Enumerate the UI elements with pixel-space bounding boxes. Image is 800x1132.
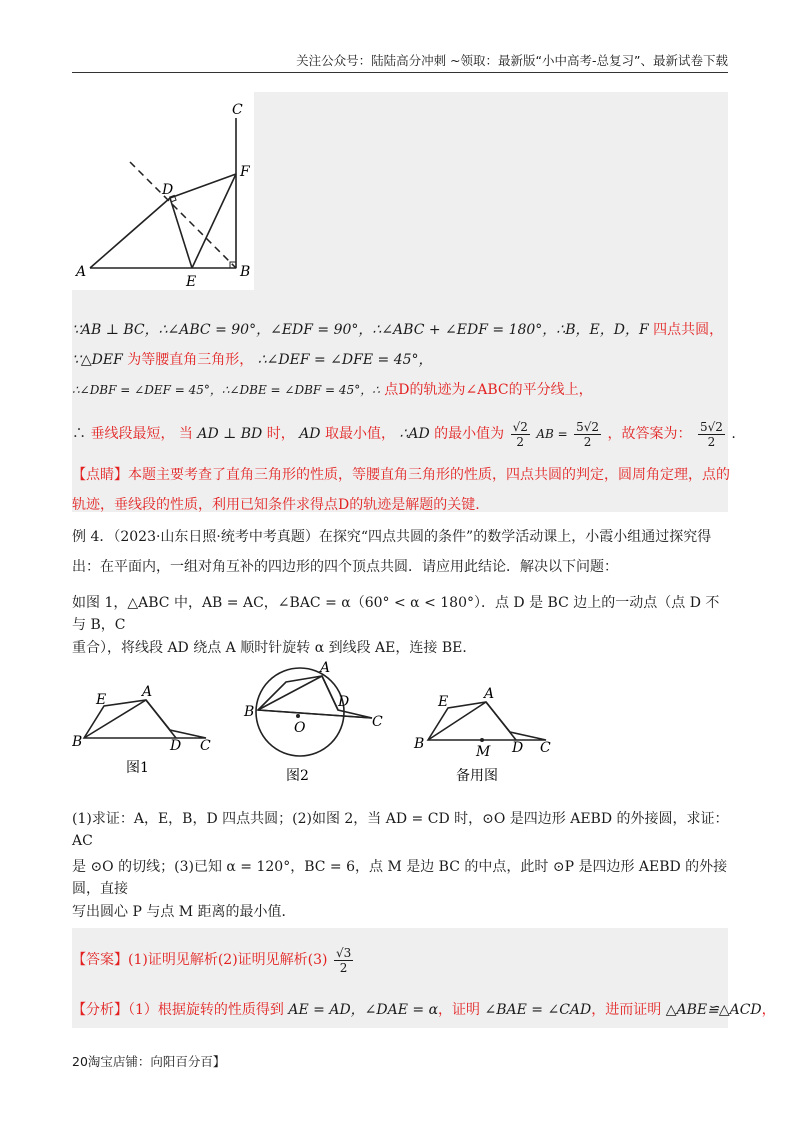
solution-line-4-red4: 取最小值，	[324, 426, 395, 442]
answer-line	[72, 940, 355, 980]
questions-line-3-text: 写出圆心 P 与点 M 距离的最小值．	[72, 904, 296, 920]
footer-text: 20淘宝店铺：向阳百分百】	[72, 1054, 226, 1069]
solution-line-4-ab: AB =	[536, 427, 568, 441]
fig2-label-C: C	[372, 714, 383, 730]
fig1-caption: 图1	[126, 760, 149, 776]
header-text: 关注公众号：陆陆高分冲刺 ~领取：最新版“小中高考-总复习”、最新试卷下载	[296, 53, 728, 68]
solution-line-2-text: ∵△DEF	[72, 352, 123, 368]
label-C: C	[232, 102, 243, 118]
analysis-text-4: ，	[761, 1002, 776, 1018]
fraction-sqrt2-over-2: $\frac{√2}{2}$	[512, 419, 528, 449]
solution-line-2	[72, 350, 433, 370]
example4-intro-text: 例 4．（2023·山东日照·统考中考真题）在探究“四点共圆的条件”的数学活动课上，小霞小组通过探究得出：在平面内，一组对角互补的四边形的四个顶点共圆．请应用此结论．解决以下问题：	[72, 529, 712, 575]
label-D: D	[162, 182, 174, 198]
label-E: E	[186, 274, 197, 290]
solution-line-4-red1: 垂线段最短，	[90, 426, 175, 442]
figure-1	[72, 684, 211, 754]
solution-line-4-prefix: ∴	[72, 426, 86, 442]
page-header	[72, 52, 728, 73]
fig3-label-E: E	[438, 694, 449, 710]
solution-line-4-red6: ，故答案为：	[607, 426, 692, 442]
analysis-tag: 【分析】	[72, 1002, 128, 1018]
solution-line-4-ad2: ∴AD	[399, 426, 430, 442]
comment-tag: 【点睛】	[72, 467, 128, 483]
figure-top	[72, 92, 262, 292]
fig2-label-B: B	[244, 704, 255, 720]
segment-AD	[90, 198, 170, 268]
fig2-label-D: D	[338, 694, 350, 710]
solution-line-3	[72, 380, 593, 400]
analysis-math-1: AE = AD，∠DAE = α	[288, 1002, 439, 1018]
label-F: F	[240, 164, 250, 180]
fig1-label-B: B	[72, 734, 83, 750]
analysis-text-1: （1）根据旋转的性质得到	[128, 1002, 284, 1018]
fig1-label-C: C	[200, 738, 211, 754]
solution-line-1	[72, 320, 723, 340]
fig3-label-M: M	[476, 744, 491, 760]
segment-DE	[170, 198, 192, 268]
analysis-text-2: ，证明	[438, 1002, 481, 1018]
solution-line-4-cond: AD ⊥ BD	[197, 426, 263, 442]
solution-line-4-end: .	[731, 426, 736, 442]
questions-line-1	[72, 808, 732, 852]
analysis-math-2: ∠BAE = ∠CAD	[484, 1002, 592, 1018]
label-B: B	[240, 264, 251, 280]
solution-line-4-red2: 当	[178, 426, 193, 442]
fig2-label-O: O	[294, 720, 306, 736]
example4-line-a	[72, 592, 732, 636]
fraction-answer: $\frac{5√2}{2}$	[699, 419, 723, 449]
fig1-label-D: D	[170, 738, 182, 754]
solution-line-4	[72, 414, 736, 454]
analysis-text-3: ，进而证明	[591, 1002, 662, 1018]
solution-line-3-red: 点D的轨迹为∠ABC的平分线上，	[384, 382, 593, 398]
fig3-label-B: B	[414, 736, 425, 752]
example4-intro	[72, 522, 732, 582]
solution-line-4-red3: 时，	[266, 426, 295, 442]
solution-line-4-ad: AD	[299, 426, 321, 442]
questions-line-2-text: 是 ⊙O 的切线；(3)已知 α = 120°，BC = 6，点 M 是边 BC 的中点，此时 ⊙P 是四边形 AEBD 的外接圆，直接	[72, 859, 728, 897]
comment-block	[72, 460, 732, 520]
questions-line-1-text: (1)求证：A，E，B，D 四点共圆；(2)如图 2，当 AD = CD 时，⊙O 是四边形 AEBD 的外接圆，求证：AC	[72, 811, 729, 849]
solution-line-2-text2: ∴∠DEF = ∠DFE = 45°，	[257, 352, 433, 368]
comment-text: 本题主要考查了直角三角形的性质，等腰直角三角形的性质，四点共圆的判定，圆周角定理，点的轨迹，垂线段的性质，利用已知条件求得点D的轨迹是解题的关键.	[72, 467, 730, 513]
figure-3	[413, 686, 551, 760]
solution-line-2-red: 为等腰直角三角形，	[127, 352, 254, 368]
solution-line-4-red5: 的最小值为	[434, 426, 505, 442]
solution-line-1-text: ∵AB ⊥ BC，∴∠ABC = 90°，∠EDF = 90°，∴∠ABC + ∠EDF = 180°，∴B，E，D，F	[72, 322, 649, 338]
fig2-caption: 图2	[286, 768, 309, 784]
label-A: A	[76, 264, 87, 280]
page-footer	[72, 1052, 225, 1070]
fig3-caption: 备用图	[456, 768, 498, 784]
answer-tag: 【答案】	[72, 952, 128, 968]
solution-line-3-text: ∴∠DBF = ∠DEF = 45°，∴∠DBE = ∠DBF = 45°，∴	[72, 383, 380, 397]
analysis-line	[72, 1000, 776, 1020]
questions-line-2	[72, 856, 732, 900]
fraction-5sqrt2-over-2: $\frac{5√2}{2}$	[576, 419, 600, 449]
questions-line-3	[72, 902, 732, 922]
example4-line-a-text: 如图 1，△ABC 中，AB = AC，∠BAC = α（60° < α < 180°）．点 D 是 BC 边上的一动点（点 D 不与 B，C	[72, 595, 720, 633]
fig3-label-C: C	[540, 740, 551, 756]
fig3-label-A: A	[484, 686, 495, 702]
solution-line-1-red: 四点共圆，	[653, 322, 724, 338]
fig2-label-A: A	[320, 660, 331, 676]
example4-line-b	[72, 638, 732, 658]
example4-line-b-text: 重合），将线段 AD 绕点 A 顺时针旋转 α 到线段 AE，连接 BE．	[72, 640, 477, 656]
answer-fraction: $\frac{√3}{2}$	[335, 945, 352, 975]
figures-row	[72, 660, 572, 790]
analysis-math-3: △ABE≌△ACD	[665, 1002, 762, 1018]
figure-2	[243, 660, 383, 756]
fig1-label-A: A	[142, 684, 153, 700]
fig1-label-E: E	[96, 692, 107, 708]
dashed-bisector	[130, 162, 236, 268]
fig3-label-D: D	[512, 740, 524, 756]
answer-text: (1)证明见解析(2)证明见解析(3)	[128, 952, 328, 968]
